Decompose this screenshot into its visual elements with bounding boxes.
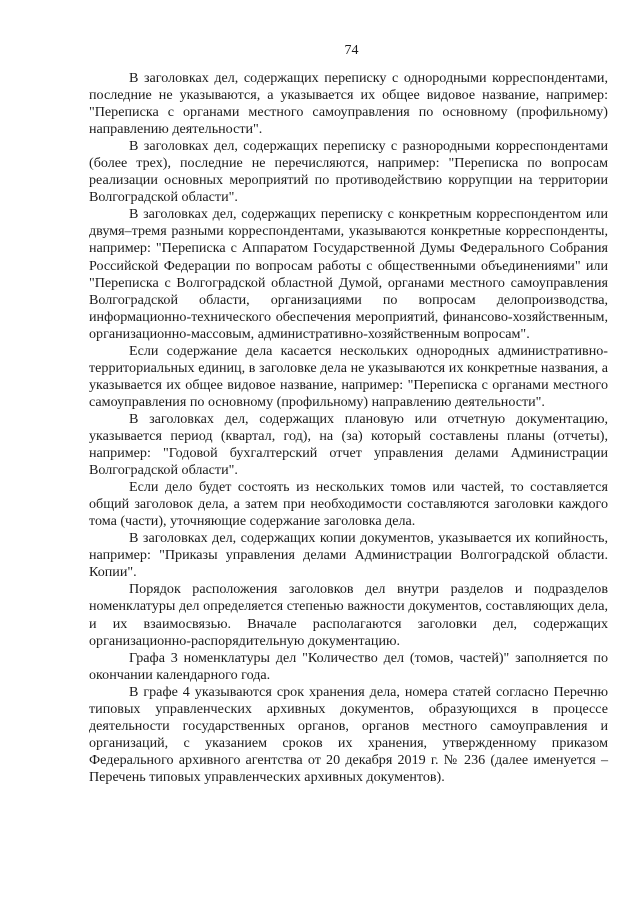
paragraph: Порядок расположения заголовков дел внутри разделов и подразделов номенклатуры дел определяется степенью важности документов, составляющих дела, и их взаимосвязью. Вначале располагаются заголовки дел, содержащих организационно-распорядительную документацию. [89,581,608,649]
paragraph: Графа 3 номенклатуры дел "Количество дел (томов, частей)" заполняется по окончании календарного года. [89,649,608,683]
page-number: 74 [344,43,359,58]
paragraph: В заголовках дел, содержащих плановую или отчетную документацию, указывается период (квартал, год), на (за) который составлены планы (отчеты), например: "Годовой бухгалтерский отчет управления делами Администрации Волгоградской области". [89,410,608,479]
paragraph: В заголовках дел, содержащих копии документов, указывается их копийность, например: "Приказы управления делами Администрации Волгоградской области. Копии". [89,530,608,581]
paragraph: Если содержание дела касается нескольких однородных административно-территориальных единиц, в заголовке дела не указываются их конкретные названия, а указывается их общее видовое название, например: "Переписка с органами местного самоуправления по основному (профильному) направлению деятельности". [89,342,608,410]
paragraph: В заголовках дел, содержащих переписку с конкретным корреспондентом или двумя–тремя разными корреспондентами, указываются конкретные корреспонденты, например: "Переписка с Аппаратом Государственной Думы Федерального Собрания Российской Федерации по вопросам работы с общественными объединениями" или "Переписка с Волгоградской областной Думой, органами местного самоуправления Волгоградской области, организациями по вопросам делопроизводства, информационно-технического обеспечения мероприятий, финансово-хозяйственным, организационно-массовым, административно-хозяйственным вопросам". [89,206,608,342]
paragraph: В заголовках дел, содержащих переписку с однородными корреспондентами, последние не указываются, а указывается их общее видовое название, например: "Переписка с органами местного самоуправления по основному (профильному) направлению деятельности". [89,70,608,138]
paragraph: Если дело будет состоять из нескольких томов или частей, то составляется общий заголовок дела, а затем при необходимости составляются заголовки каждого тома (части), уточняющие содержание заголовка дела. [89,479,608,530]
body-text [89,70,608,786]
paragraph: В графе 4 указываются срок хранения дела, номера статей согласно Перечню типовых управленческих архивных документов, образующихся в процессе деятельности государственных органов, органов местного самоуправления и организаций, с указанием сроков их хранения, утвержденному приказом Федерального архивного агентства от 20 декабря 2019 г. № 236 (далее именуется – Перечень типовых управленческих архивных документов). [89,683,608,785]
paragraph: В заголовках дел, содержащих переписку с разнородными корреспондентами (более трех), последние не перечисляются, например: "Переписка по вопросам реализации основных мероприятий по противодействию коррупции на территории Волгоградской области". [89,138,608,206]
